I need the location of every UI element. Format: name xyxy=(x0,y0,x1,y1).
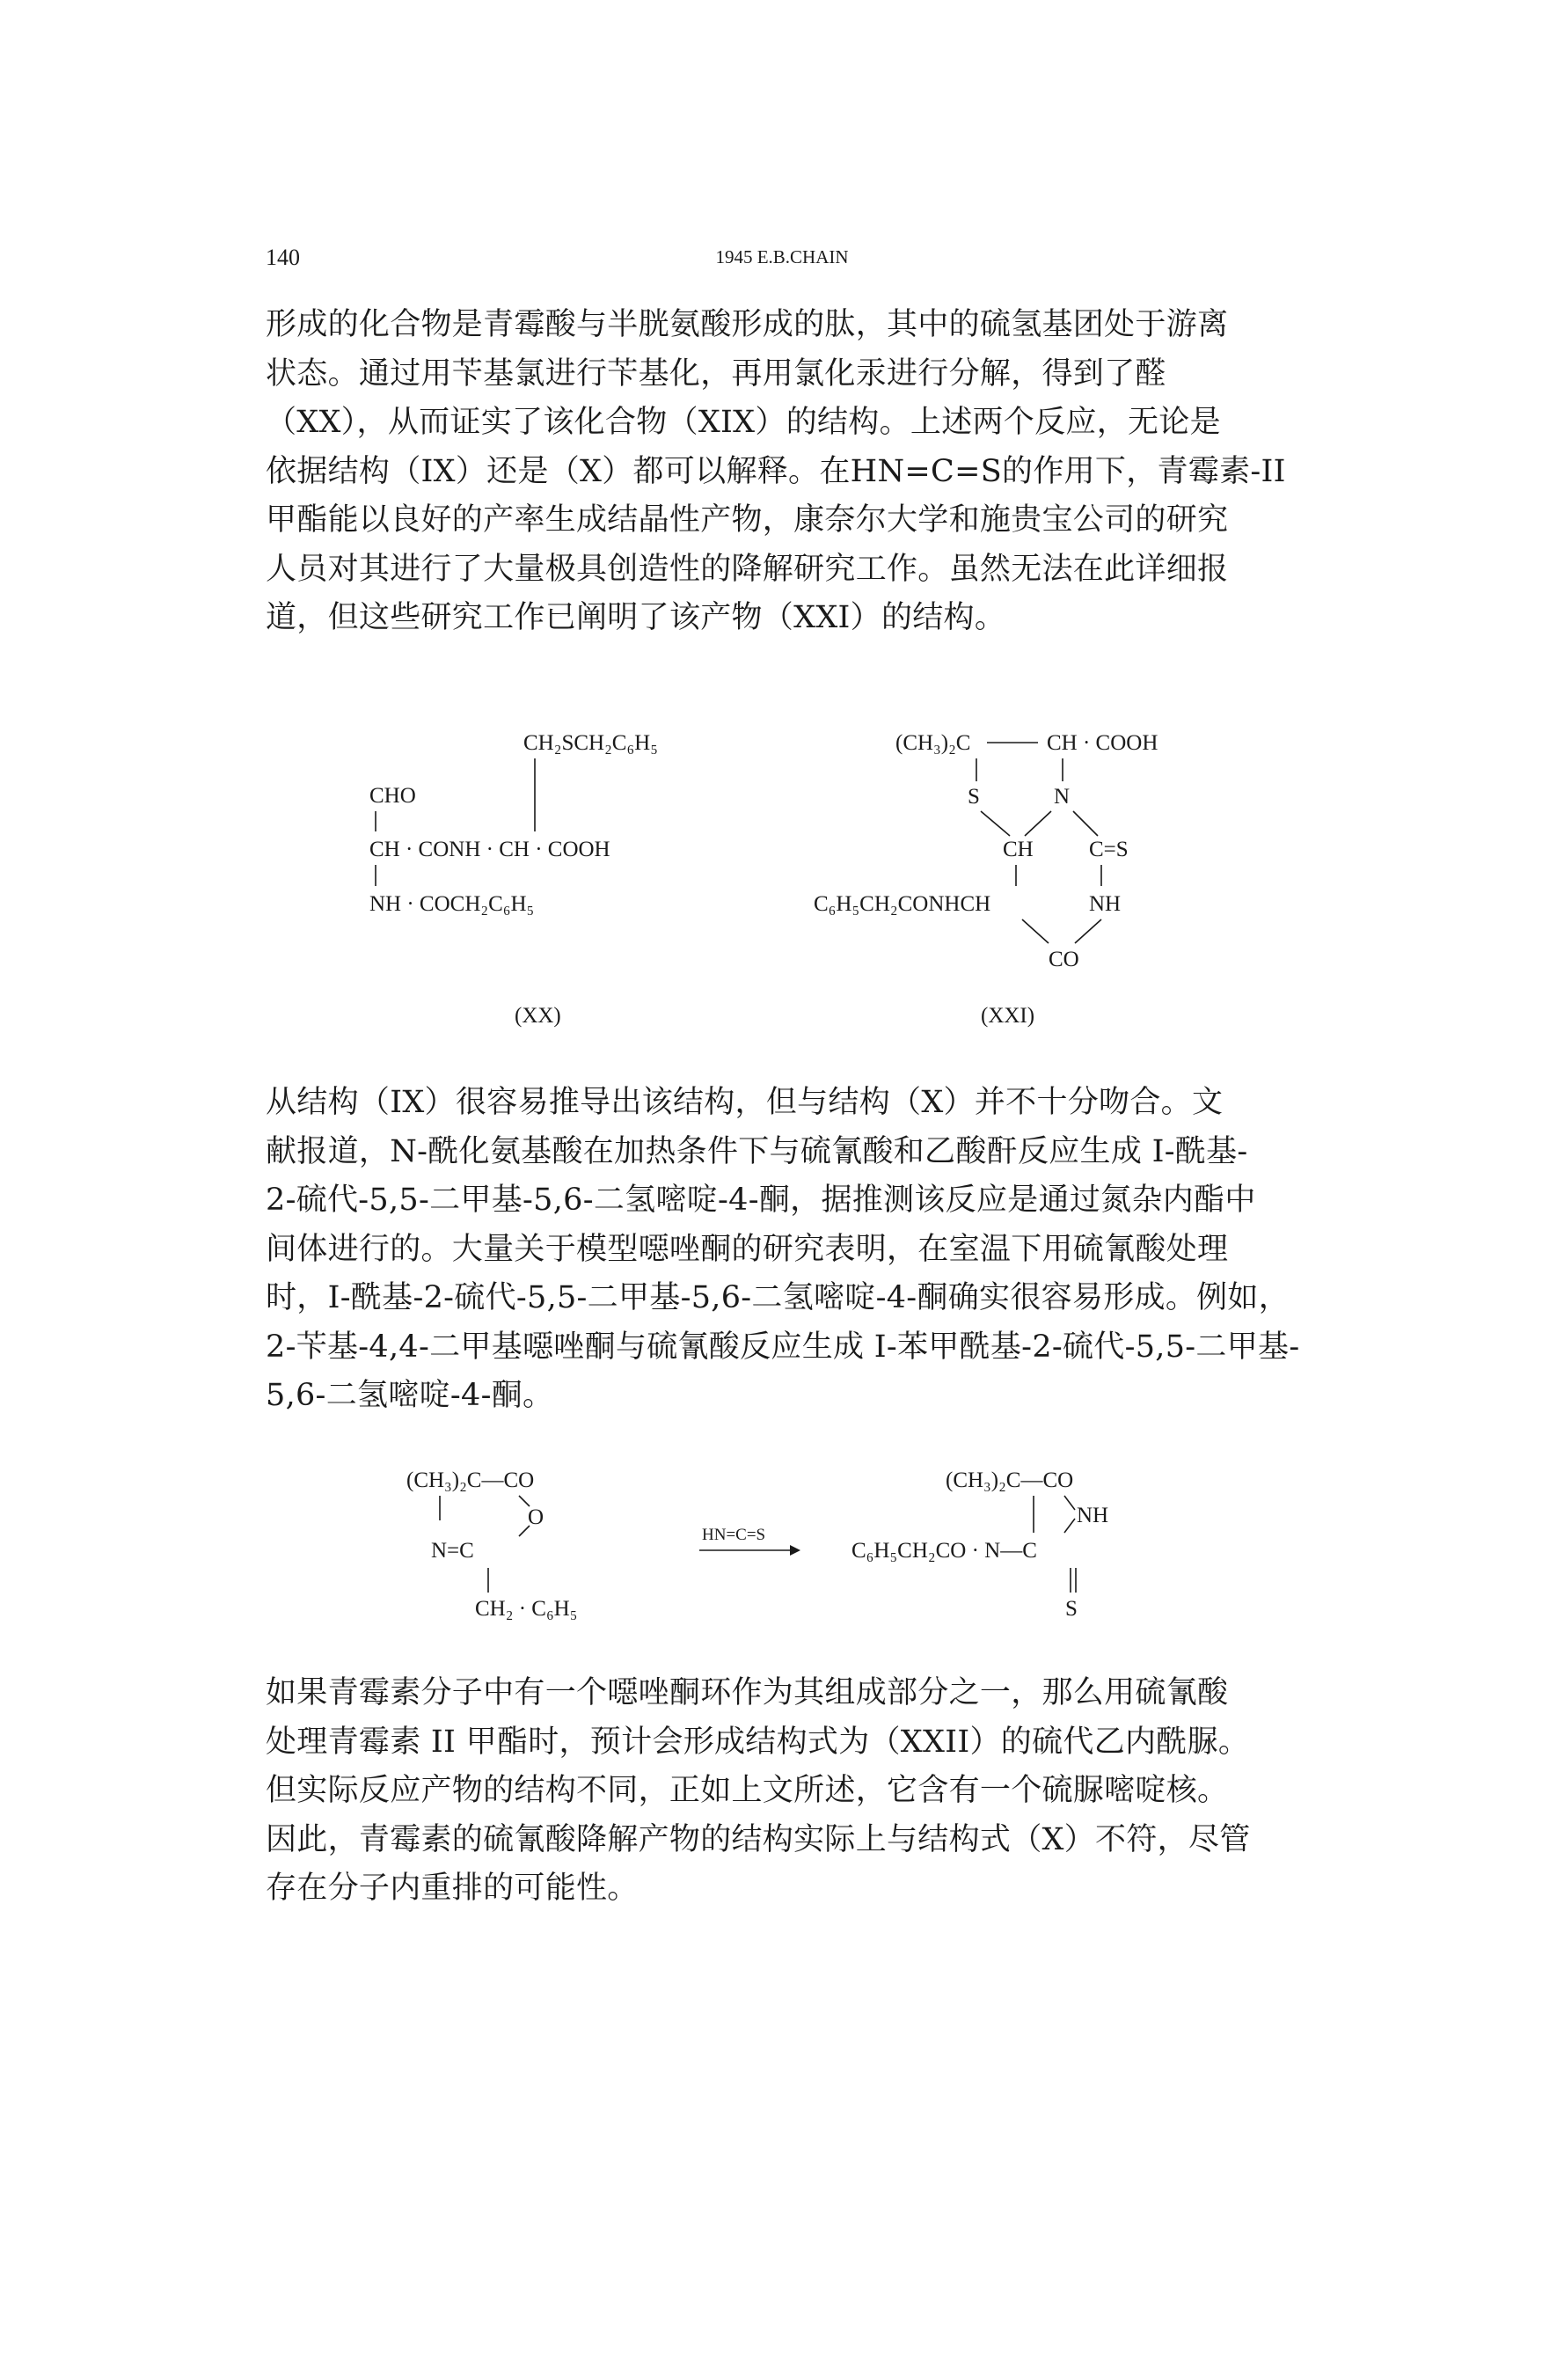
paragraph-3 xyxy=(266,1669,1297,1914)
figure-structures-xx-xxi xyxy=(334,713,1258,1047)
xxi-label: (XXI) xyxy=(981,1004,1035,1028)
thiouracil-product xyxy=(851,1468,1108,1621)
reactant-ring-o: O xyxy=(528,1505,544,1529)
xxi-co: CO xyxy=(1049,948,1079,971)
arrow-reagent-label: HN=C=S xyxy=(702,1526,766,1544)
bond-line xyxy=(1022,919,1049,943)
bond-line xyxy=(1075,919,1101,943)
text-line: 5,6-二氢嘧啶-4-酮。 xyxy=(266,1378,554,1413)
structure-xx xyxy=(369,731,658,1028)
oxazolone-reactant xyxy=(406,1468,577,1621)
text-line: 处理青霉素 II 甲酯时，预计会形成结构式为（XXII）的硫代乙内酰脲。 xyxy=(266,1724,1250,1760)
xxi-left-group: C₆H₅CH₂CONHCH xyxy=(814,892,991,916)
text-line: 因此，青霉素的硫氰酸降解产物的结构实际上与结构式（X）不符，尽管 xyxy=(266,1821,1251,1857)
arrow-head xyxy=(790,1545,800,1556)
text-line: （XX），从而证实了该化合物（XIX）的结构。上述两个反应，无论是 xyxy=(266,405,1221,440)
text-line: 但实际反应产物的结构不同，正如上文所述，它含有一个硫脲嘧啶核。 xyxy=(266,1773,1229,1808)
text-line: 从结构（IX）很容易推导出该结构，但与结构（X）并不十分吻合。文 xyxy=(266,1085,1224,1120)
bond-line xyxy=(1073,811,1098,836)
xx-label: (XX) xyxy=(515,1004,561,1028)
bond-line xyxy=(1064,1496,1075,1510)
xx-cho: CHO xyxy=(369,784,416,808)
text-line: 状态。通过用苄基氯进行苄基化，再用氯化汞进行分解，得到了醛 xyxy=(266,355,1166,392)
text-line: 2-硫代-5,5-二甲基-5,6-二氢嘧啶-4-酮，据推测该反应是通过氮杂内酯中 xyxy=(266,1183,1256,1218)
xx-top-group: CH₂SCH₂C₆H₅ xyxy=(523,731,658,755)
text-line: 依据结构（IX）还是（X）都可以解释。在HN=C=S的作用下，青霉素-II xyxy=(266,453,1286,489)
figure-oxazolone-reaction xyxy=(387,1452,1179,1637)
text-line: 道，但这些研究工作已阐明了该产物（XXI）的结构。 xyxy=(266,600,1006,635)
reactant-n-c: N=C xyxy=(431,1539,474,1563)
xxi-s: S xyxy=(968,785,980,809)
text-line: 献报道，N-酰化氨基酸在加热条件下与硫氰酸和乙酸酐反应生成 I-酰基- xyxy=(266,1133,1248,1169)
reaction-arrow xyxy=(699,1526,800,1556)
reactant-benzyl: CH₂ · C₆H₅ xyxy=(475,1597,578,1621)
xxi-ch: CH xyxy=(1003,838,1034,861)
text-line: 2-苄基-4,4-二甲基噁唑酮与硫氰酸反应生成 I-苯甲酰基-2-硫代-5,5-二甲基- xyxy=(266,1329,1300,1365)
page-number: 140 xyxy=(266,245,300,270)
xxi-top-right: CH · COOH xyxy=(1047,731,1158,755)
running-head: 1945 E.B.CHAIN xyxy=(715,246,849,267)
paragraph-1 xyxy=(266,301,1297,643)
text-line: 存在分子内重排的可能性。 xyxy=(266,1871,639,1906)
text-line: 间体进行的。大量关于模型噁唑酮的研究表明，在室温下用硫氰酸处理 xyxy=(266,1231,1229,1267)
bond-line xyxy=(1064,1519,1075,1533)
text-line: 如果青霉素分子中有一个噁唑酮环作为其组成部分之一，那么用硫氰酸 xyxy=(266,1675,1229,1710)
xx-main-chain: CH · CONH · CH · COOH xyxy=(369,838,610,861)
xxi-n: N xyxy=(1054,785,1071,809)
product-nh: NH xyxy=(1077,1504,1109,1527)
xxi-cs: C=S xyxy=(1089,838,1129,861)
xxi-nh: NH xyxy=(1089,892,1122,916)
xx-bottom-group: NH · COCH₂C₆H₅ xyxy=(369,892,535,916)
product-acyl-n-c: C₆H₅CH₂CO · N—C xyxy=(851,1539,1037,1563)
product-top: (CH₃)₂C—CO xyxy=(946,1468,1074,1492)
bond-line xyxy=(981,811,1010,836)
structure-xxi xyxy=(814,731,1158,1028)
text-line: 时，I-酰基-2-硫代-5,5-二甲基-5,6-二氢嘧啶-4-酮确实很容易形成。例如， xyxy=(266,1280,1290,1315)
text-line: 人员对其进行了大量极具创造性的降解研究工作。虽然无法在此详细报 xyxy=(266,551,1229,587)
text-line: 甲酯能以良好的产率生成结晶性产物，康奈尔大学和施贵宝公司的研究 xyxy=(266,502,1229,538)
paragraph-2 xyxy=(266,1079,1300,1421)
product-s: S xyxy=(1065,1597,1078,1621)
text-line: 形成的化合物是青霉酸与半胱氨酸形成的肽，其中的硫氢基团处于游离 xyxy=(266,307,1229,342)
bond-line xyxy=(1025,811,1051,836)
reactant-top: (CH₃)₂C—CO xyxy=(406,1468,535,1492)
xxi-top-left: (CH₃)₂C xyxy=(895,731,971,755)
